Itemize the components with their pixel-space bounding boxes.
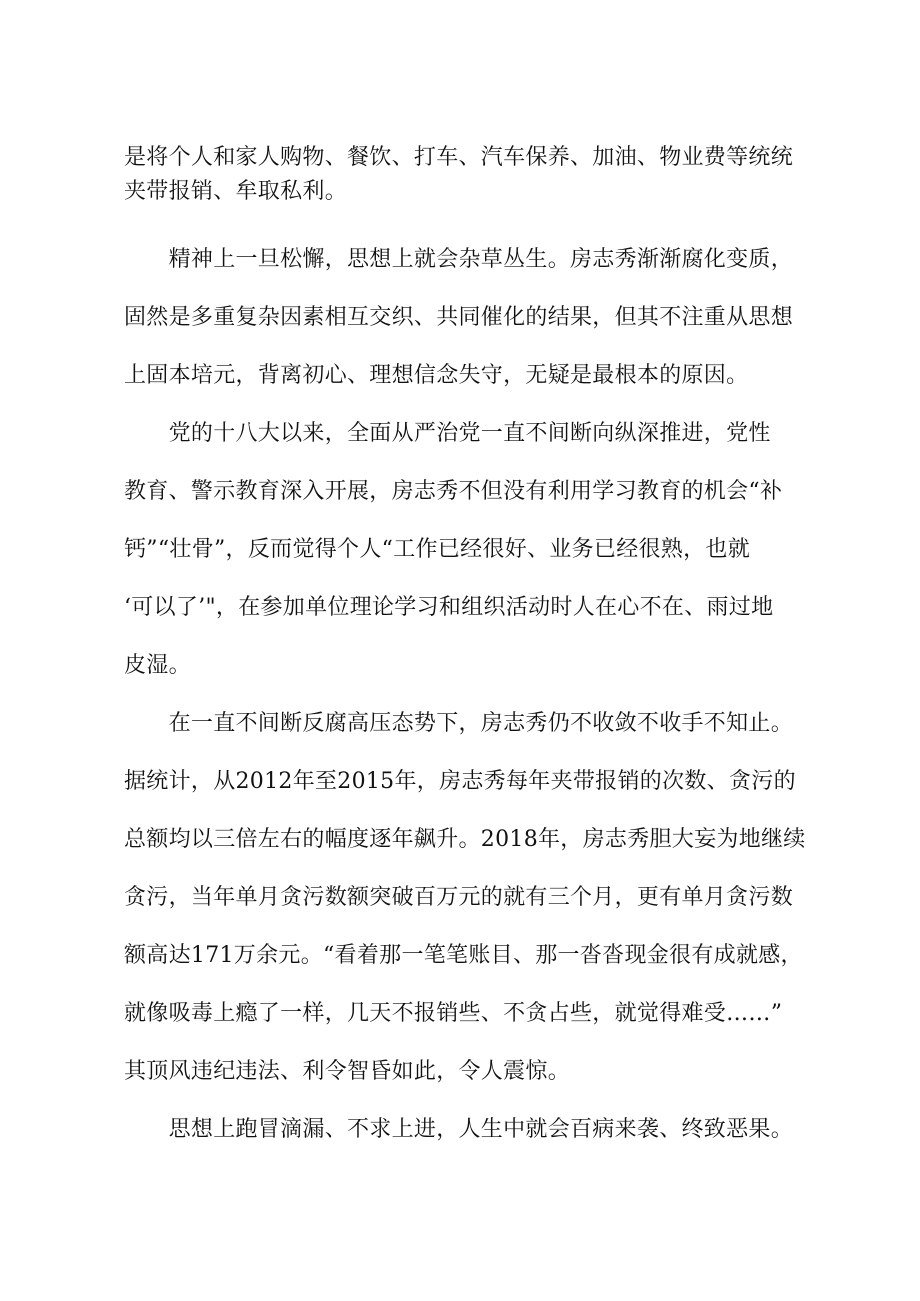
text-line: 额高达171万余元。“看着那一笔笔账目、那一沓沓现金很有成就感， [124, 943, 803, 968]
text-line: 精神上一旦松懈，思想上就会杂草丛生。房志秀渐渐腐化变质， [124, 247, 794, 272]
text-line: 党的十八大以来，全面从严治党一直不间断向纵深推进，党性 [124, 421, 771, 446]
text-line: 就像吸毒上瘾了一样，几天不报销些、不贪占些，就觉得难受……” [124, 1001, 783, 1026]
text-line: 上固本培元，背离初心、理想信念失守，无疑是最根本的原因。 [124, 363, 749, 388]
text-line: 皮湿。 [124, 653, 191, 678]
text-line: 据统计，从2012年至2015年，房志秀每年夹带报销的次数、贪污的 [124, 769, 796, 794]
paragraph-spacer [124, 209, 824, 231]
text-line: 钙”“壮骨”，反而觉得个人“工作已经很好、业务已经很熟，也就 [124, 537, 750, 562]
paragraph-3 [124, 405, 824, 695]
text-line: 其顶风违纪违法、利令智昏如此，令人震惊。 [124, 1059, 571, 1084]
paragraph-5 [124, 1101, 824, 1159]
text-line: 在一直不间断反腐高压态势下，房志秀仍不收敛不收手不知止。 [124, 711, 794, 736]
text-line: 教育、警示教育深入开展，房志秀不但没有利用学习教育的机会“补 [124, 479, 783, 504]
text-line: 贪污，当年单月贪污数额突破百万元的就有三个月，更有单月贪污数 [124, 885, 794, 910]
paragraph-1 [124, 141, 824, 209]
text-line: 夹带报销、牟取私利。 [124, 179, 348, 204]
text-line: 固然是多重复杂因素相互交织、共同催化的结果，但其不注重从思想 [124, 305, 794, 330]
text-line: 是将个人和家人购物、餐饮、打车、汽车保养、加油、物业费等统统 [124, 145, 794, 170]
text-line: 总额均以三倍左右的幅度逐年飙升。2018年，房志秀胆大妄为地继续 [124, 827, 806, 852]
text-line: ‘可以了’"，在参加单位理论学习和组织活动时人在心不在、雨过地 [124, 595, 774, 620]
text-line: 思想上跑冒滴漏、不求上进，人生中就会百病来袭、终致恶果。 [124, 1117, 794, 1142]
paragraph-4 [124, 695, 824, 1101]
document-body [124, 141, 824, 1159]
paragraph-2 [124, 231, 824, 405]
